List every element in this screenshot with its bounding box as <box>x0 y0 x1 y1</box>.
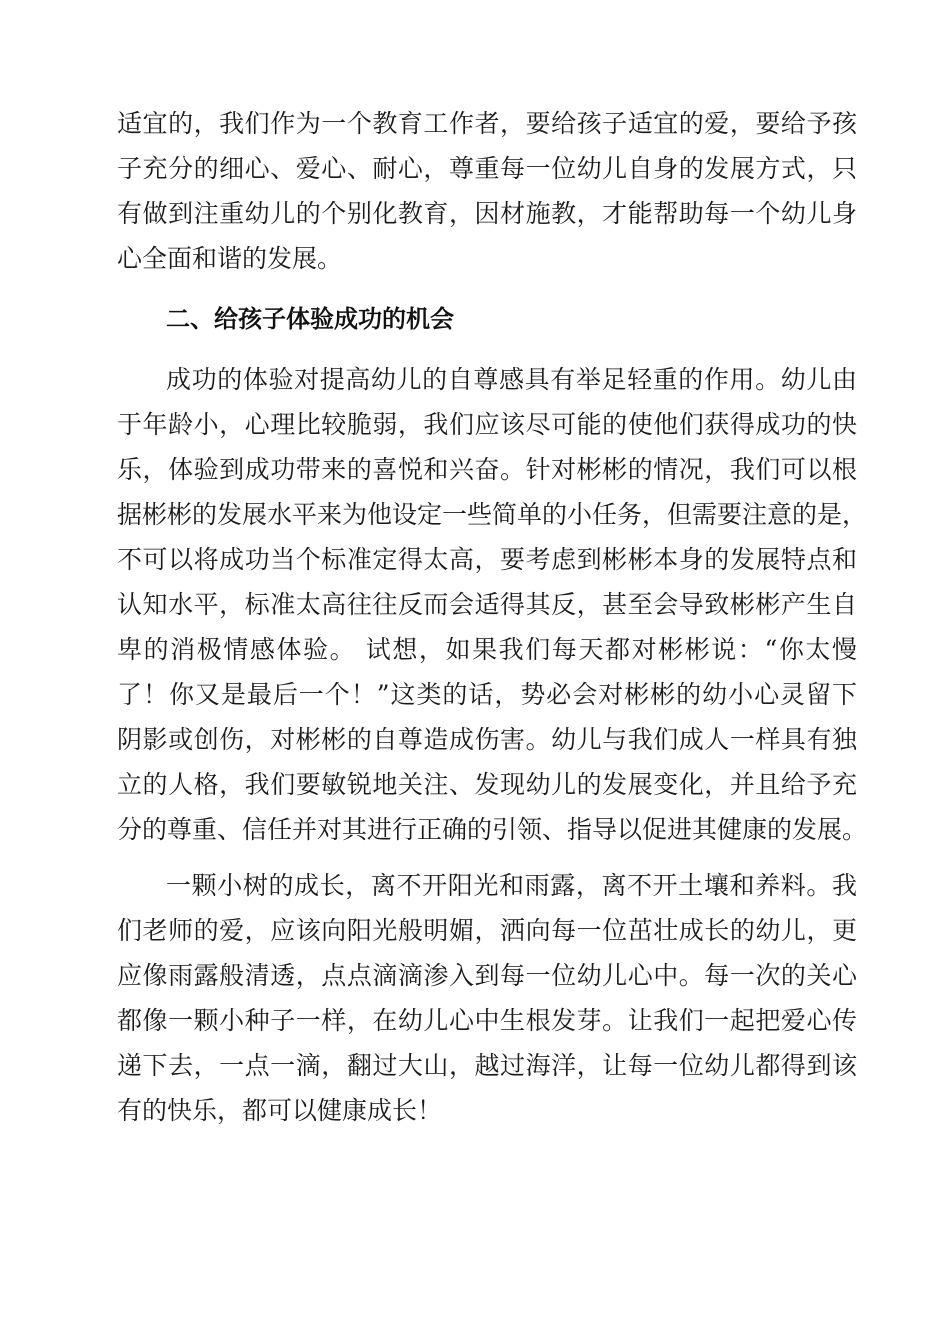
paragraph-3-line-2: 们老师的爱，应该向阳光般明媚，洒向每一位茁壮成长的幼儿，更 <box>117 916 857 945</box>
paragraph-2-line-3: 乐，体验到成功带来的喜悦和兴奋。针对彬彬的情况，我们可以根 <box>117 455 857 484</box>
paragraph-2-line-9: 阴影或创伤，对彬彬的自尊造成伤害。幼儿与我们成人一样具有独 <box>117 725 857 754</box>
paragraph-2-line-5: 不可以将成功当个标准定得太高，要考虑到彬彬本身的发展特点和 <box>117 545 857 574</box>
paragraph-1-line-4: 心全面和谐的发展。 <box>117 244 343 273</box>
paragraph-3-line-1: 一颗小树的成长，离不开阳光和雨露，离不开土壤和养料。我 <box>166 871 857 900</box>
paragraph-2-line-1: 成功的体验对提高幼儿的自尊感具有举足轻重的作用。幼儿由 <box>166 365 857 394</box>
paragraph-2-line-11: 分的尊重、信任并对其进行正确的引领、指导以促进其健康的发展。 <box>117 815 868 844</box>
paragraph-2-line-10: 立的人格，我们要敏锐地关注、发现幼儿的发展变化，并且给予充 <box>117 770 857 799</box>
paragraph-1-line-3: 有做到注重幼儿的个别化教育，因材施教，才能帮助每一个幼儿身 <box>117 199 857 228</box>
section-heading: 二、给孩子体验成功的机会 <box>166 305 454 333</box>
paragraph-2-line-6: 认知水平，标准太高往往反而会适得其反，甚至会导致彬彬产生自 <box>117 590 857 619</box>
paragraph-2-line-2: 于年龄小，心理比较脆弱，我们应该尽可能的使他们获得成功的快 <box>117 410 857 439</box>
paragraph-3-line-6: 有的快乐，都可以健康成长！ <box>117 1096 443 1125</box>
paragraph-3-line-4: 都像一颗小种子一样，在幼儿心中生根发芽。让我们一起把爱心传 <box>117 1006 857 1035</box>
paragraph-2-line-8: 了！你又是最后一个！”这类的话，势必会对彬彬的幼小心灵留下 <box>117 680 857 709</box>
paragraph-2-line-4: 据彬彬的发展水平来为他设定一些简单的小任务，但需要注意的是， <box>117 500 868 529</box>
paragraph-2-line-7: 卑的消极情感体验。 试想，如果我们每天都对彬彬说：“你太慢 <box>117 635 857 664</box>
paragraph-1-line-2: 子充分的细心、爱心、耐心，尊重每一位幼儿自身的发展方式，只 <box>117 154 857 183</box>
paragraph-3-line-5: 递下去，一点一滴，翻过大山，越过海洋，让每一位幼儿都得到该 <box>117 1051 857 1080</box>
paragraph-3-line-3: 应像雨露般清透，点点滴滴渗入到每一位幼儿心中。每一次的关心 <box>117 961 857 990</box>
paragraph-1-line-1: 适宜的，我们作为一个教育工作者，要给孩子适宜的爱，要给予孩 <box>117 109 857 138</box>
